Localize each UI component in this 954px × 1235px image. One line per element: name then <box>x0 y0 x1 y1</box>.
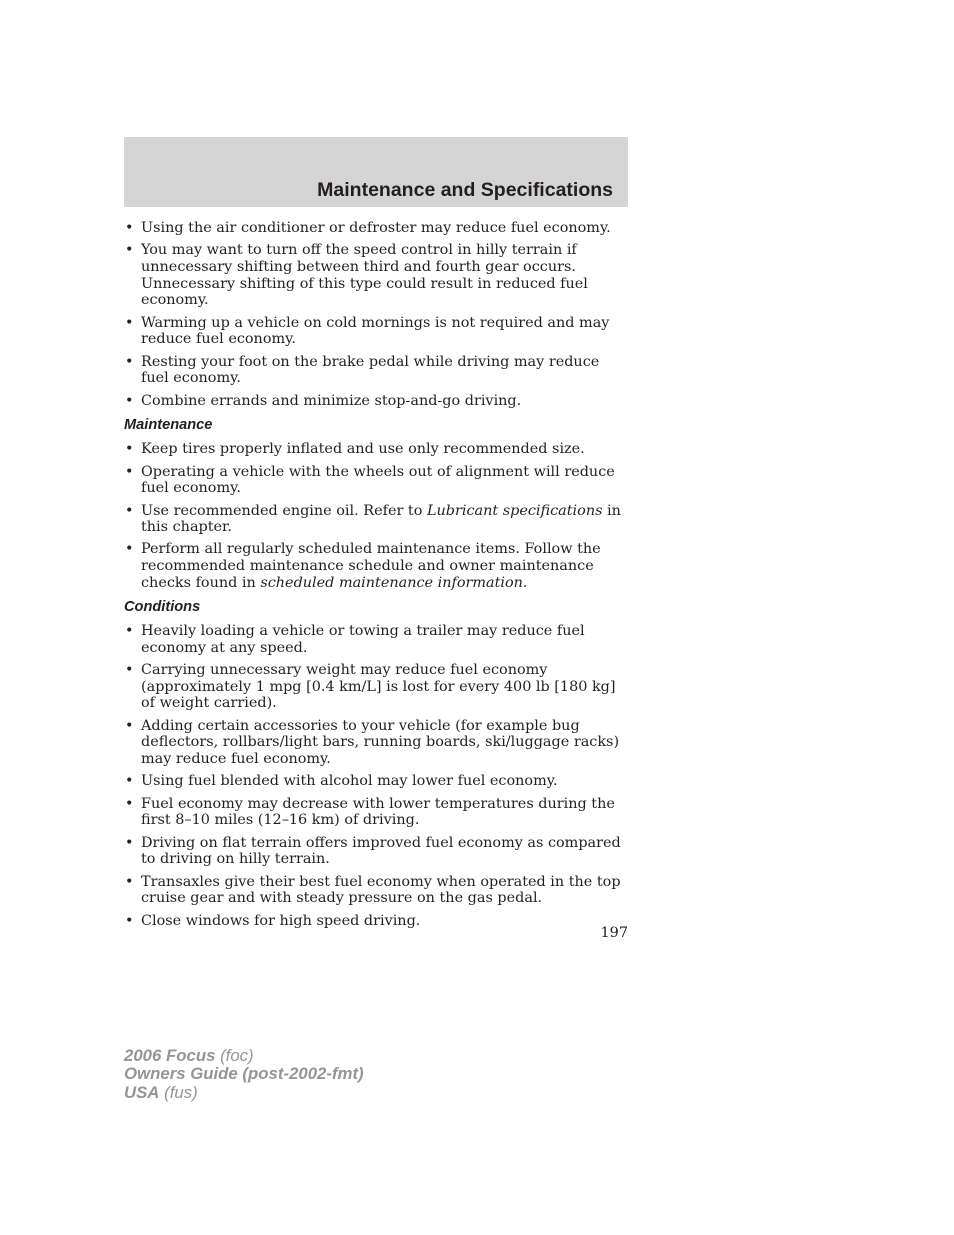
bullet-icon: • <box>125 834 134 851</box>
list-item: • Driving on flat terrain offers improved fuel economy as compared to driving on hilly terrain. <box>125 834 621 868</box>
list-item: • Keep tires properly inflated and use only recommended size. <box>125 441 585 458</box>
footer-line-market: USA (fus) <box>124 1082 198 1102</box>
bullet-icon: • <box>125 623 134 640</box>
bullet-icon: • <box>125 314 134 331</box>
intro-bullet-list <box>124 220 630 409</box>
section-title: Maintenance and Specifications <box>317 179 613 201</box>
list-item: • Carrying unnecessary weight may reduce fuel economy (approximately 1 mpg [0.4 km/L] is lost for every 400 lb [180 kg] of weight carried). <box>125 662 616 712</box>
bullet-icon: • <box>125 392 134 409</box>
list-item: • Combine errands and minimize stop-and-go driving. <box>125 392 522 409</box>
footer-line-guide: Owners Guide (post-2002-fmt) <box>124 1064 364 1084</box>
bullet-icon: • <box>125 463 134 480</box>
scheduled-maintenance-reference: scheduled maintenance information. <box>260 574 528 591</box>
list-item: • Using fuel blended with alcohol may lower fuel economy. <box>125 773 558 790</box>
footer-line-model: 2006 Focus (foc) <box>124 1046 254 1065</box>
list-item: • Fuel economy may decrease with lower temperatures during the first 8–10 miles (12–16 km) of driving. <box>125 795 615 829</box>
bullet-icon: • <box>125 773 134 790</box>
bullet-icon: • <box>125 242 134 259</box>
list-item: • Use recommended engine oil. Refer to Lubricant specifications in this chapter. <box>125 502 621 536</box>
list-item: • Adding certain accessories to your vehicle (for example bug deflectors, rollbars/light bars, running boards, ski/luggage racks) may reduce fuel economy. <box>125 717 620 768</box>
bullet-icon: • <box>125 795 134 812</box>
bullet-icon: • <box>125 220 134 236</box>
list-item: • Close windows for high speed driving. <box>125 912 421 929</box>
maintenance-bullet-list <box>124 441 630 591</box>
conditions-heading: Conditions <box>124 599 201 616</box>
bullet-icon: • <box>125 873 134 890</box>
lubricant-specifications-reference: Lubricant specifications <box>426 502 603 519</box>
list-item: • You may want to turn off the speed control in hilly terrain if unnecessary shifting between third and fourth gear occurs. Unnecessary shifting of this type could result in reduced fuel economy. <box>125 242 588 309</box>
bullet-icon: • <box>125 912 134 929</box>
maintenance-heading: Maintenance <box>124 417 213 434</box>
page-body <box>124 220 630 929</box>
bullet-icon: • <box>125 541 134 558</box>
bullet-icon: • <box>125 353 134 370</box>
list-item: • Transaxles give their best fuel economy when operated in the top cruise gear and with steady pressure on the gas pedal. <box>125 873 621 907</box>
bullet-icon: • <box>125 502 134 519</box>
document-footer <box>124 1047 364 1102</box>
list-item: • Warming up a vehicle on cold mornings is not required and may reduce fuel economy. <box>125 314 610 348</box>
list-item: • Perform all regularly scheduled maintenance items. Follow the recommended maintenance schedule and owner maintenance checks found in scheduled maintenance information. <box>125 541 601 591</box>
bullet-icon: • <box>125 662 134 679</box>
conditions-bullet-list <box>124 623 630 929</box>
bullet-icon: • <box>125 441 134 458</box>
list-item: • Using the air conditioner or defroster may reduce fuel economy. <box>125 220 611 236</box>
section-header-band <box>124 137 628 207</box>
page-number: 197 <box>600 925 628 941</box>
list-item: • Heavily loading a vehicle or towing a trailer may reduce fuel economy at any speed. <box>125 623 585 656</box>
bullet-icon: • <box>125 717 134 734</box>
list-item: • Resting your foot on the brake pedal while driving may reduce fuel economy. <box>125 353 600 387</box>
list-item: • Operating a vehicle with the wheels out of alignment will reduce fuel economy. <box>125 463 615 497</box>
